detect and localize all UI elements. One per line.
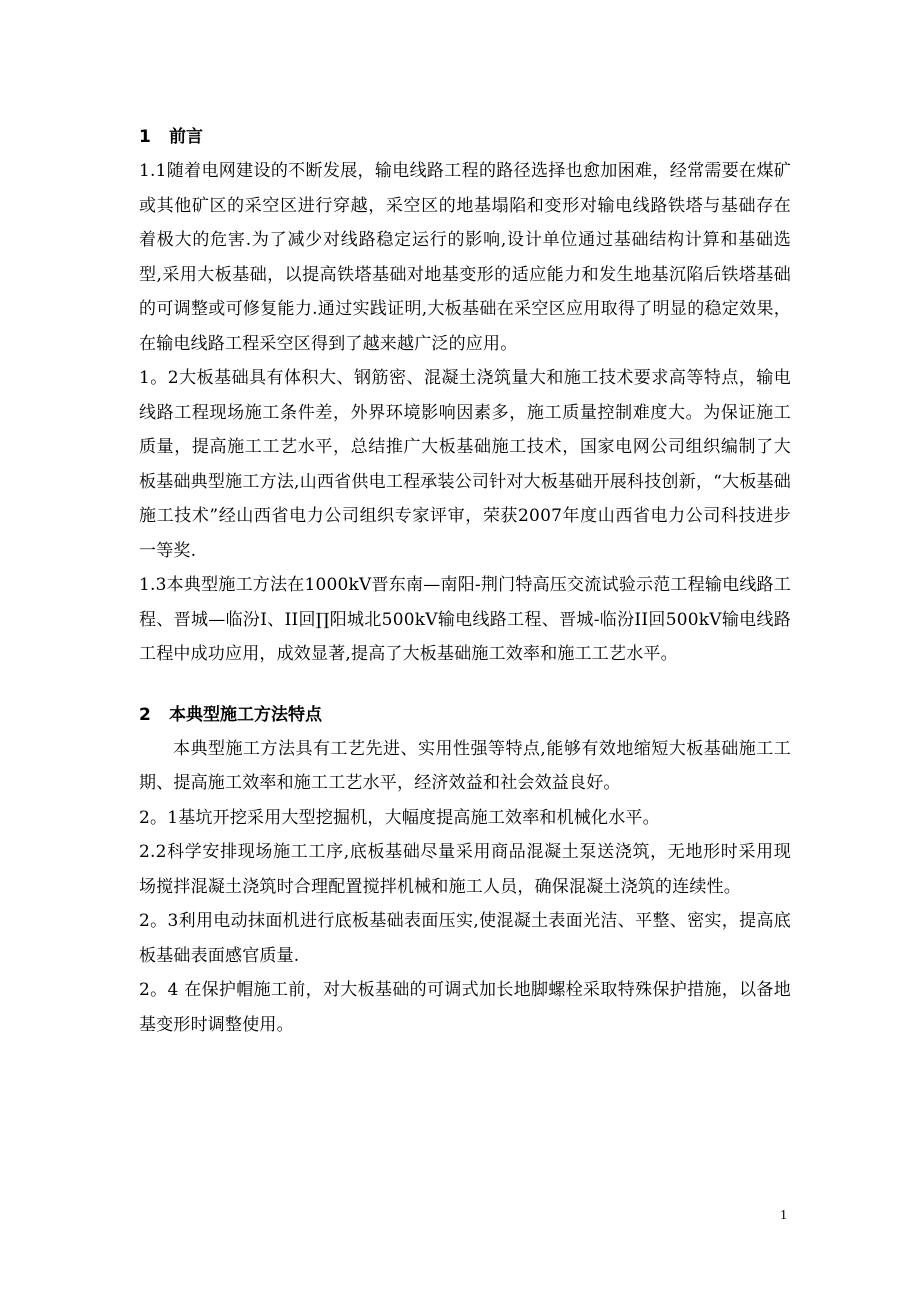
section-number: 1: [139, 127, 151, 147]
paragraph-2-intro: 本典型施工方法具有工艺先进、实用性强等特点,能够有效地缩短大板基础施工工期、提高施工效率和施工工艺水平，经济效益和社会效益良好。: [139, 738, 791, 793]
document-page: [139, 120, 791, 1042]
paragraph-2-4: 2。4 在保护帽施工前，对大板基础的可调式加长地脚螺栓采取特殊保护措施，以备地基变形时调整使用。: [139, 980, 791, 1035]
section-title: 本典型施工方法特点: [169, 704, 322, 725]
paragraph-2-2: 2.2科学安排现场施工工序,底板基础尽量采用商品混凝土泵送浇筑，无地形时采用现场搅拌混凝土浇筑时合理配置搅拌机械和施工人员，确保混凝土浇筑的连续性。: [139, 842, 791, 897]
paragraph-1-3: 1.3本典型施工方法在1000kV晋东南—南阳-荆门特高压交流试验示范工程输电线路工程、晋城—临汾I、II回∏阳城北500kV输电线路工程、晋城-临汾II回500kV输电线路工程中成功应用，成效显著,提高了大板基础施工效率和施工工艺水平。: [139, 575, 791, 664]
paragraph-2-3: 2。3利用电动抹面机进行底板基础表面压实,使混凝土表面光洁、平整、密实，提高底板基础表面感官质量.: [139, 911, 791, 966]
page-number: 1: [780, 1208, 787, 1223]
section-number: 2: [139, 704, 151, 725]
paragraph-1-1: 1.1随着电网建设的不断发展，输电线路工程的路径选择也愈加困难，经常需要在煤矿或其他矿区的采空区进行穿越，采空区的地基塌陷和变形对输电线路铁塔与基础存在着极大的危害.为了减少对线路稳定运行的影响,设计单位通过基础结构计算和基础选型,采用大板基础，以提高铁塔基础对地基变形的适应能力和发生地基沉陷后铁塔基础的可调整或可修复能力.通过实践证明,大板基础在采空区应用取得了明显的稳定效果，在输电线路工程采空区得到了越来越广泛的应用。: [139, 161, 791, 354]
section-heading-features: [139, 698, 791, 732]
section-heading-preface: [139, 120, 791, 154]
paragraph-2-1: 2。1基坑开挖采用大型挖掘机，大幅度提高施工效率和机械化水平。: [139, 807, 660, 828]
paragraph-1-2: 1。2大板基础具有体积大、钢筋密、混凝土浇筑量大和施工技术要求高等特点，输电线路工程现场施工条件差，外界环境影响因素多，施工质量控制难度大。为保证施工质量，提高施工工艺水平，总结推广大板基础施工技术，国家电网公司组织编制了大板基础典型施工方法,山西省供电工程承装公司针对大板基础开展科技创新，“大板基础施工技术”经山西省电力公司组织专家评审，荣获2007年度山西省电力公司科技进步一等奖.: [139, 368, 791, 561]
section-title: 前言: [169, 127, 203, 147]
